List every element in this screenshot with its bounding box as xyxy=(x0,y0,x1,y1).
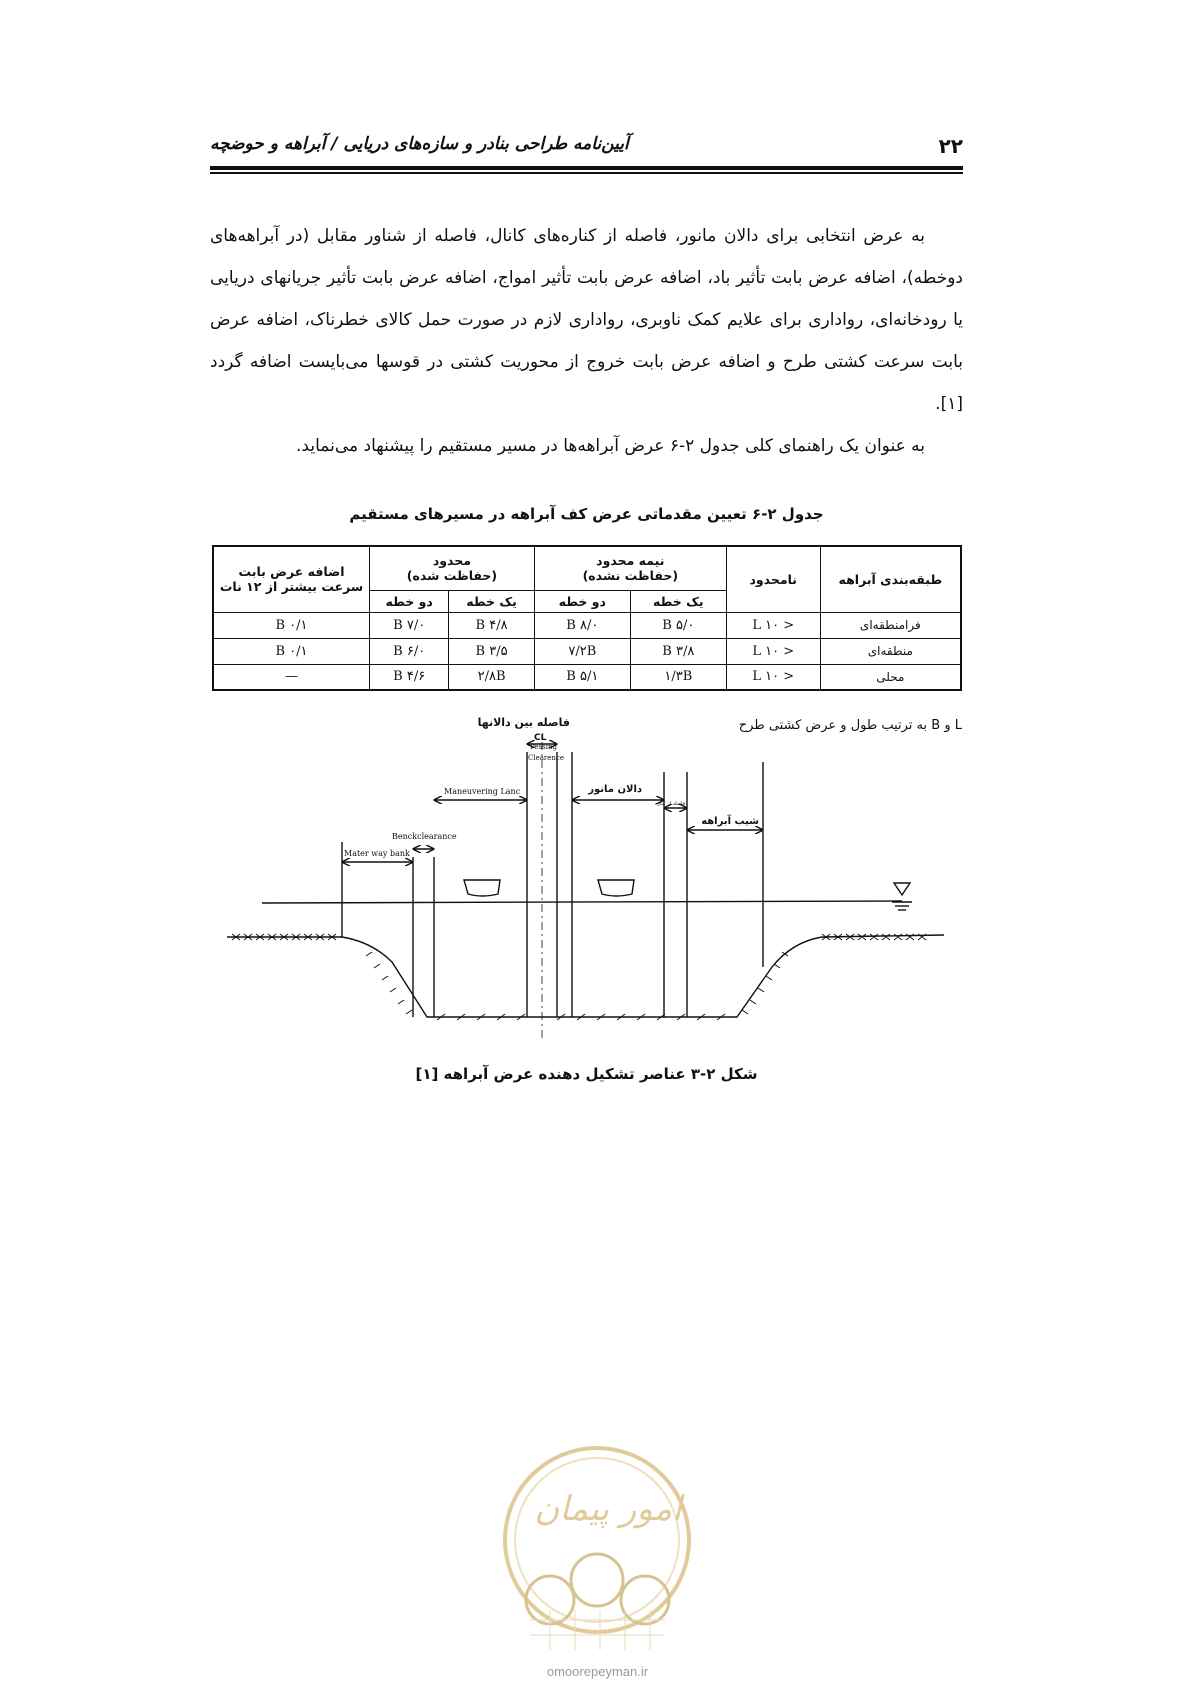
header-unrestricted: نامحدود xyxy=(726,546,820,612)
cell-res-two: ۷/۰ B xyxy=(370,612,449,638)
header-res-two-lane: دو خطه xyxy=(370,590,449,612)
header-rule-thin xyxy=(210,172,963,174)
table-row xyxy=(213,638,961,664)
cell-category: فرامنطقه‌ای xyxy=(820,612,961,638)
paragraph: به عنوان یک راهنمای کلی جدول ۲-۶ عرض آبراهه‌ها در مسیر مستقیم را پیشنهاد می‌نماید. xyxy=(296,436,925,456)
table-row xyxy=(213,612,961,638)
label-passing: Pessing xyxy=(530,743,557,751)
label-bank-clearance-en: Benckclearance xyxy=(392,832,457,841)
header-classification: طبقه‌بندی آبراهه xyxy=(820,546,961,612)
cell-res-two: ۴/۶ B xyxy=(370,664,449,690)
cell-res-one: ۲/۸B xyxy=(449,664,535,690)
cell-semi-one: ۵/۰ B xyxy=(630,612,726,638)
label-bank-clearance-small: فاصله از کناره xyxy=(655,801,685,807)
label-channel-slope: شیب آبراهه xyxy=(701,816,759,827)
running-title: آیین‌نامه طراحی بنادر و سازه‌های دریایی / آبراهه و حوضچه xyxy=(210,134,629,154)
gear-icon xyxy=(571,1554,623,1606)
cell-category: منطقه‌ای xyxy=(820,638,961,664)
cell-semi-two: ۸/۰ B xyxy=(534,612,630,638)
label-lane-spacing: فاصله بین دالانها xyxy=(477,716,570,729)
header-semi-restricted-label: نیمه محدود xyxy=(596,553,665,569)
header-restricted xyxy=(370,546,535,590)
label-waterway-bank: Mater way bank xyxy=(344,849,410,858)
cell-extra: ۰/۱ B xyxy=(213,638,370,664)
cell-unrestricted: < ۱۰ L xyxy=(726,664,820,690)
watermark-logo-text: امور پیمان xyxy=(534,1489,682,1529)
page-number: ۲۲ xyxy=(938,134,963,158)
water-surface xyxy=(262,901,902,903)
ship-left xyxy=(464,880,500,896)
cell-unrestricted: < ۱۰ L xyxy=(726,612,820,638)
table-row xyxy=(213,664,961,690)
header-rule xyxy=(210,166,963,170)
table-header-row xyxy=(213,546,961,590)
table-note: L و B به ترتیب طول و عرض کشتی طرح xyxy=(738,718,962,733)
cell-semi-one: ۳/۸ B xyxy=(630,638,726,664)
channel-profile xyxy=(227,935,944,1017)
header-semi-restricted-sub: (حفاظت نشده) xyxy=(582,568,679,584)
header-res-one-lane: یک خطه xyxy=(449,590,535,612)
label-clearance: Clearence xyxy=(528,754,564,762)
table-caption: جدول ۲-۶ تعیین مقدماتی عرض کف آبراهه در مسیرهای مستقیم xyxy=(349,505,824,523)
cell-semi-one: ۱/۳B xyxy=(630,664,726,690)
ship-right xyxy=(598,880,634,896)
label-maneuvering-lane-en: Maneuvering Lanc xyxy=(444,787,521,796)
header-semi-one-lane: یک خطه xyxy=(630,590,726,612)
cell-res-one: ۴/۸ B xyxy=(449,612,535,638)
water-level-icon xyxy=(894,883,910,895)
cell-res-two: ۶/۰ B xyxy=(370,638,449,664)
cell-res-one: ۳/۵ B xyxy=(449,638,535,664)
figure-caption: شکل ۲-۳ عناصر تشکیل دهنده عرض آبراهه [۱] xyxy=(415,1065,758,1083)
header-semi-two-lane: دو خطه xyxy=(534,590,630,612)
watermark-logo xyxy=(490,1440,705,1665)
header-semi-restricted xyxy=(534,546,726,590)
header-restricted-sub: (حفاظت شده) xyxy=(406,568,498,584)
watermark-url: omoorepeyman.ir xyxy=(546,1664,649,1679)
cell-category: محلی xyxy=(820,664,961,690)
cell-extra: — xyxy=(213,664,370,690)
label-maneuvering-lane-fa: دالان مانور xyxy=(588,784,642,795)
cell-extra: ۰/۱ B xyxy=(213,612,370,638)
paragraph: به عرض انتخابی برای دالان مانور، فاصله از کناره‌های کانال، فاصله از شناور مقابل (در آبراهه‌های دوخطه)، اضافه عرض بابت تأثیر باد، اضافه عرض بابت تأثیر امواج، اضافه عرض بابت تأثیر جریانهای دریایی یا رودخانه‌ای، رواداری برای علایم کمک ناوبری، رواداری لازم در صورت حمل کالای خطرناک، اضافه عرض بابت سرعت کشتی طرح و اضافه عرض بابت خروج از محوریت کشتی در قوسها می‌بایست اضافه گردد [۱]. xyxy=(210,226,963,414)
cell-semi-two: ۵/۱ B xyxy=(534,664,630,690)
header-extra-width-line2: سرعت بیشتر از ۱۲ نات xyxy=(219,579,364,595)
body-text xyxy=(210,215,963,467)
cell-unrestricted: < ۱۰ L xyxy=(726,638,820,664)
cell-semi-two: ۷/۲B xyxy=(534,638,630,664)
header-restricted-label: محدود xyxy=(432,553,472,569)
page-header xyxy=(210,128,963,158)
label-cl: CL xyxy=(534,733,547,743)
header-extra-width xyxy=(213,546,370,612)
header-extra-width-line1: اضافه عرض بابت xyxy=(238,564,345,580)
waterway-width-table xyxy=(212,545,962,691)
